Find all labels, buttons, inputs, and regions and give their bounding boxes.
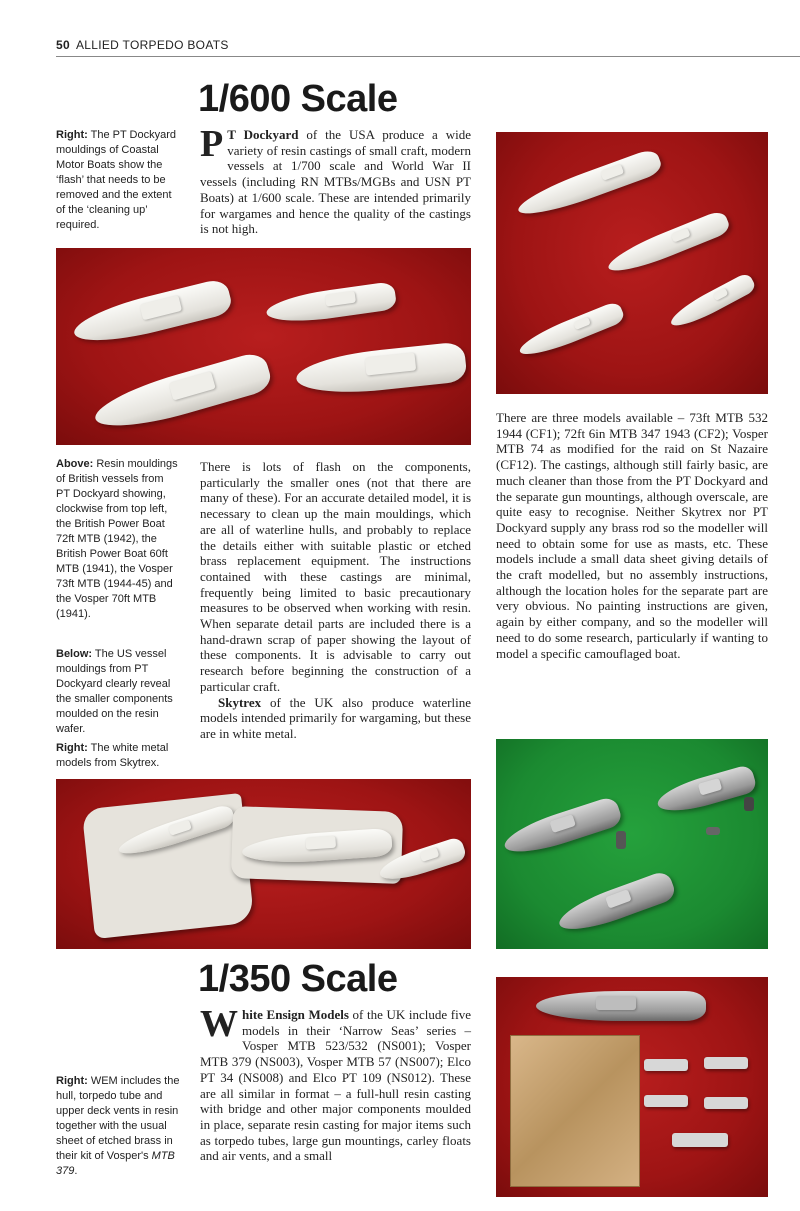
etched-brass-fret [510, 1035, 640, 1187]
caption-text: Resin mouldings of British vessels from PT Dockyard showing, clockwise from top left, the British Power Boat 72ft MTB (1942), the British Power Boat 60ft MTB (1941), the Vosper 73ft MTB (1944-45) and the Vosper 70ft MTB (1941). [56, 458, 178, 620]
drop-cap: P [200, 123, 224, 165]
photo-us-vessel-wafers [56, 779, 471, 949]
torpedo-tube-part [704, 1057, 748, 1069]
drop-cap: W [200, 1003, 238, 1045]
page-number: 50 [56, 38, 70, 52]
running-head [56, 38, 800, 57]
skytrex-boat-model [500, 795, 623, 861]
boat-model-60ft-mtb [265, 281, 398, 327]
cmb-model [604, 209, 732, 279]
boat-model-72ft-mtb [70, 277, 234, 351]
running-head-title: ALLIED TORPEDO BOATS [75, 38, 229, 52]
intro-text: of the USA produce a wide variety of resin castings of small craft, modern vessels at 1/700 scale and World War II vessels (including RN MTBs/MGBs and USN PT Boats) at 1/600 scale. These are intended primarily for wargames and hence the quality of the castings is not high. [200, 127, 471, 237]
torpedo-tube-part [644, 1095, 688, 1107]
caption-lead: Right: [56, 1075, 88, 1087]
air-vent-part [672, 1133, 728, 1147]
caption-lead: Right: [56, 129, 88, 141]
wem-resin-hull [536, 991, 706, 1021]
boat-model-vosper-70ft [90, 350, 274, 438]
body-column-middle [200, 459, 471, 742]
caption-lead: Above: [56, 458, 94, 470]
skytrex-text: of the UK also produce waterline models intended primarily for wargaming, but these are in white metal. [200, 694, 471, 741]
caption-text: The US vessel mouldings from PT Dockyard clearly reveal the smaller components moulded on the resin wafer. [56, 648, 173, 735]
caption-italic: MTB 379 [56, 1150, 175, 1177]
caption-right-skytrex [56, 741, 180, 771]
intro-pt-dockyard [200, 123, 471, 237]
gun-mounting [744, 797, 754, 811]
caption-pt-dockyard-cmb [56, 128, 180, 233]
cmb-model [514, 147, 664, 223]
torpedo-tube-part [644, 1059, 688, 1071]
para-flash: There is lots of flash on the components, particularly the smaller ones (not that there are many of these). For an accurate detailed model, it is necessary to clean up the main mouldings, which are all of waterline hulls, and probably to replace the details either with suitable plastic or etched brass replacement equipment. The instructions contained with these castings are minimal, frequently being limited to basic precautionary measures to be observed when working with resin. When separate detail parts are included there is a hand-drawn scrap of paper showing the layout of these components. It is advisable to carry out research before beginning the construction of a particular craft. [200, 459, 471, 694]
caption-lead: Right: [56, 742, 88, 754]
caption-lead: Below: [56, 648, 93, 660]
caption-text: The white metal models from Skytrex. [56, 742, 169, 769]
photo-skytrex-white-metal [496, 739, 768, 949]
intro-text: of the UK include five models in their ‘Narrow Seas’ series – Vosper MTB 523/532 (NS001); Vosper MTB 379 (NS003), Vosper MTB 57 (NS007); Elco PT 34 (NS008) and Elco PT 109 (NS012). These are all similar in format – a full-hull resin casting with bridge and other major components moulded in place, separate resin casting for major items such as torpedo tubes, large gun mountings, carley floats and air vents, and a small [200, 1007, 472, 1164]
para-skytrex-models: There are three models available – 73ft MTB 532 1944 (CF1); 72ft 6in MTB 347 1943 (CF2); Vosper MTB 74 as modified for the raid on St Nazaire (CF12). The castings, although still fairly basic, are much cleaner than those from the PT Dockyard and the separate gun mountings, although overscale, are quite easy to recognise. Neither Skytrex nor PT Dockyard supply any brass rod so the modeller will need to obtain some for use as masts, etc. These models include a small data sheet giving details of the craft modelled, but no assembly instructions, although the location holes for the separate part are very obvious. No painting instructions are given, again by either company, and so the modeller will need to do some research, particularly if wanting to model a specific camouflaged boat. [496, 410, 768, 661]
gun-mounting [616, 831, 626, 849]
skytrex-boat-model [554, 869, 677, 938]
intro-lead: hite Ensign Models [242, 1007, 349, 1022]
photo-cmb-mouldings [496, 132, 768, 394]
torpedo-tube-part [704, 1097, 748, 1109]
photo-wem-kit [496, 977, 768, 1197]
caption-above-british [56, 457, 180, 622]
section-title-1-600: 1/600 Scale [198, 78, 398, 120]
caption-right-wem [56, 1074, 180, 1179]
skytrex-boat-model [654, 764, 758, 818]
caption-below-us-vessels [56, 647, 180, 737]
intro-white-ensign-models [200, 1003, 472, 1164]
caption-text: WEM includes the hull, torpedo tube and upper deck vents in resin together with the usual sheet of etched brass in their kit of Vosper's [56, 1075, 180, 1162]
caption-end: . [74, 1165, 78, 1177]
cmb-model [516, 300, 626, 362]
boat-model-vosper-73ft [294, 341, 467, 399]
photo-british-mouldings [56, 248, 471, 445]
cmb-model [667, 272, 758, 333]
skytrex-lead: Skytrex [218, 694, 262, 710]
caption-text: The PT Dockyard mouldings of Coastal Motor Boats show the ‘flash’ that needs to be removed and the extent of the ‘cleaning up’ required. [56, 129, 177, 231]
para-skytrex [200, 695, 471, 742]
gun-mounting [706, 827, 720, 835]
section-title-1-350: 1/350 Scale [198, 958, 398, 1000]
intro-lead: T Dockyard [227, 127, 299, 142]
